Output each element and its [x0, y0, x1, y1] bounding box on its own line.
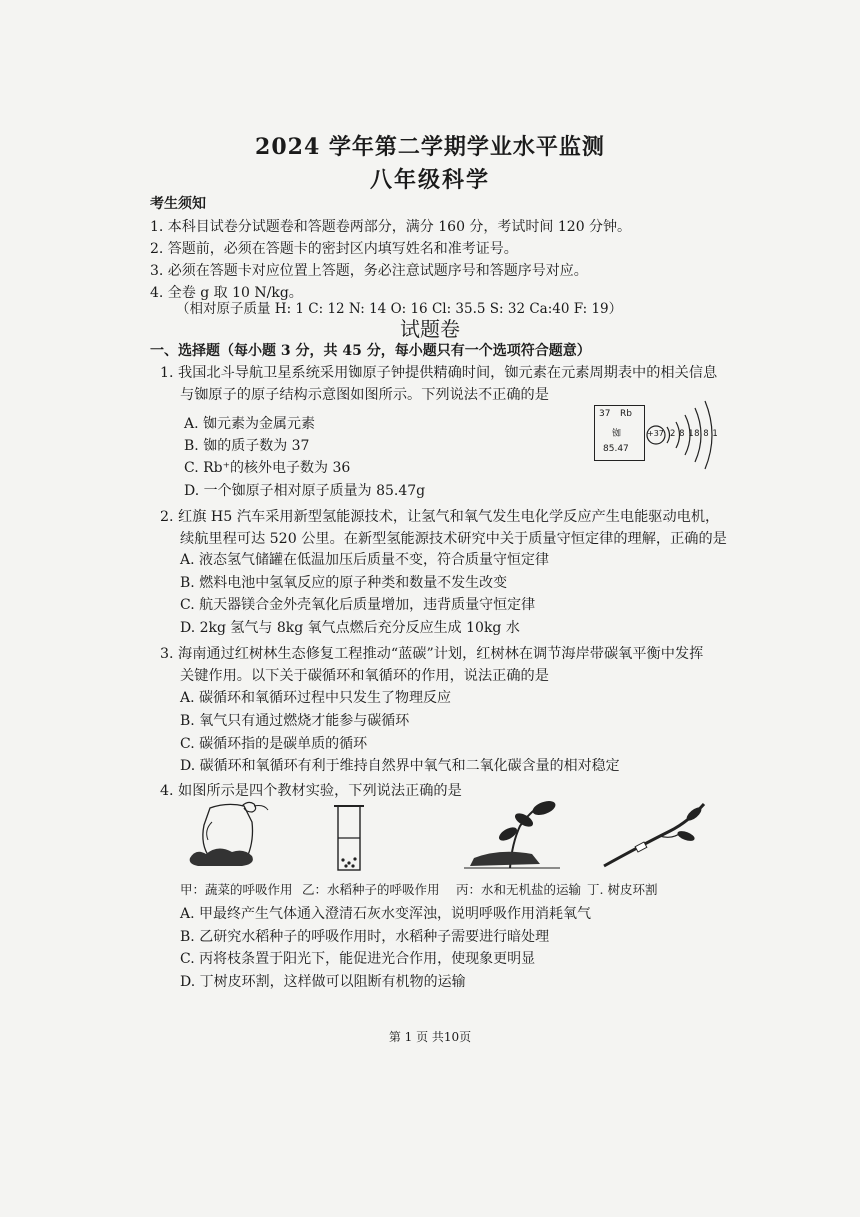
question-4-option-d: D. 丁树皮环割，这样做可以阻断有机物的运输: [180, 974, 466, 990]
question-2-option-d: D. 2kg 氢气与 8kg 氧气点燃后充分反应生成 10kg 水: [180, 620, 520, 636]
question-2-option-c: C. 航天器镁合金外壳氧化后质量增加，违背质量守恒定律: [180, 597, 536, 613]
notice-item: 3. 必须在答题卡对应位置上答题，务必注意试题序号和答题序号对应。: [150, 263, 588, 279]
rubidium-periodic-cell: [594, 405, 645, 461]
notice-item: 2. 答题前，必须在答题卡的密封区内填写姓名和准考证号。: [150, 241, 518, 257]
exam-subtitle: 八年级科学: [369, 167, 490, 193]
question-2-stem-line: 2. 红旗 H5 汽车采用新型氢能源技术，让氢气和氧气发生电化学反应产生电能驱动电机，: [160, 509, 720, 525]
question-3-option-b: B. 氧气只有通过燃烧才能参与碳循环: [180, 713, 410, 729]
notice-item: 1. 本科目试卷分试题卷和答题卷两部分，满分 160 分，考试时间 120 分钟。: [150, 219, 632, 235]
vegetable-respiration-figure: [182, 800, 292, 875]
question-1-stem-line: 1. 我国北斗导航卫星系统采用铷原子钟提供精确时间，铷元素在元素周期表中的相关信息: [160, 365, 718, 381]
page-footer: 第 1 页 共10页: [388, 1030, 472, 1044]
element-name: 铷: [612, 429, 622, 439]
atomic-mass: 85.47: [603, 444, 629, 454]
question-1-option-a: A. 铷元素为金属元素: [184, 416, 316, 432]
question-1-option-b: B. 铷的质子数为 37: [184, 438, 310, 454]
question-3-option-a: A. 碳循环和氧循环过程中只发生了物理反应: [180, 690, 452, 706]
paper-label: 试题卷: [400, 317, 460, 341]
electron-shells: 2 8 18 8 1: [670, 429, 719, 439]
water-transport-figure: [460, 798, 570, 873]
question-2-stem-line: 续航里程可达 520 公里。在新型氢能源技术研究中关于质量守恒定律的理解，正确的是: [180, 531, 727, 547]
question-2-option-a: A. 液态氢气储罐在低温加压后质量不变，符合质量守恒定律: [180, 552, 550, 568]
section-heading-note: （每小题 3 分，共 45 分，每小题只有一个选项符合题意）: [220, 343, 591, 359]
question-3-stem-line: 3. 海南通过红树林生态修复工程推动“蓝碳”计划，红树林在调节海岸带碳氧平衡中发挥: [160, 646, 704, 662]
question-3-option-c: C. 碳循环指的是碳单质的循环: [180, 736, 368, 752]
question-2-option-b: B. 燃料电池中氢氧反应的原子种类和数量不发生改变: [180, 575, 508, 591]
atomic-number: 37: [599, 409, 611, 419]
exam-title: 2024 学年第二学期学业水平监测: [255, 134, 605, 160]
question-3-option-d: D. 碳循环和氧循环有利于维持自然界中氧气和二氧化碳含量的相对稳定: [180, 758, 620, 774]
notice-item: 4. 全卷 g 取 10 N/kg。: [150, 285, 303, 301]
question-4-option-b: B. 乙研究水稻种子的呼吸作用时，水稻种子需要进行暗处理: [180, 929, 550, 945]
question-4-stem-line: 4. 如图所示是四个教材实验，下列说法正确的是: [160, 783, 462, 799]
figure-caption-ding: 丁. 树皮环割: [587, 882, 658, 897]
nucleus-charge: +37: [647, 429, 664, 438]
figure-caption-bing: 丙：水和无机盐的运输: [456, 882, 582, 897]
element-symbol: Rb: [620, 409, 632, 419]
question-3-stem-line: 关键作用。以下关于碳循环和氧循环的作用，说法正确的是: [180, 668, 549, 684]
question-1-option-d: D. 一个铷原子相对原子质量为 85.47g: [184, 483, 426, 499]
notice-heading: 考生须知: [150, 196, 206, 212]
bark-girdling-figure: [600, 796, 710, 871]
question-4-option-a: A. 甲最终产生气体通入澄清石灰水变浑浊，说明呼吸作用消耗氧气: [180, 906, 592, 922]
figure-caption-jia: 甲：蔬菜的呼吸作用: [180, 882, 293, 897]
question-1-stem-line: 与铷原子的原子结构示意图如图所示。下列说法不正确的是: [180, 387, 549, 403]
figure-caption-yi: 乙：水稻种子的呼吸作用: [302, 882, 440, 897]
question-1-option-c: C. Rb⁺的核外电子数为 36: [184, 460, 351, 476]
section-heading-main: 一、选择题: [150, 343, 220, 359]
question-4-option-c: C. 丙将枝条置于阳光下，能促进光合作用，使现象更明显: [180, 951, 536, 967]
rice-seed-respiration-figure: [330, 798, 370, 876]
section-heading: [150, 340, 591, 360]
atomic-mass-note: （相对原子质量 H: 1 C: 12 N: 14 O: 16 Cl: 35.5 S: 32 Ca:40 F: 19）: [176, 301, 623, 317]
